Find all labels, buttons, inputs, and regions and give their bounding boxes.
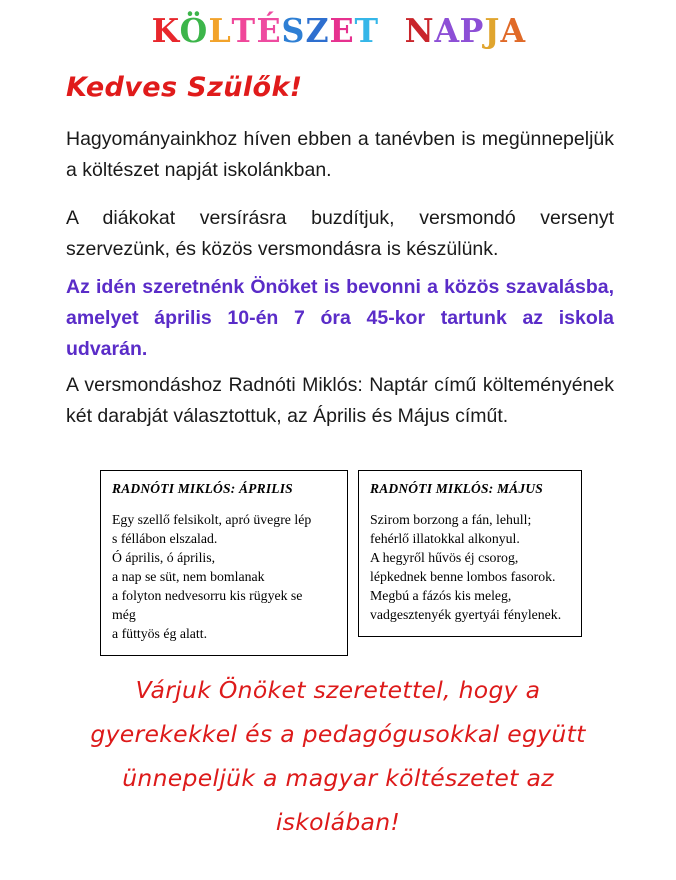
paragraph-poems	[66, 370, 614, 432]
poem-line: még	[112, 607, 136, 622]
page-title	[0, 11, 676, 50]
paragraph-poems-text: A versmondáshoz Radnóti Miklós: Naptár című költeményének két darabját választottuk, az Április és Május címűt.	[66, 374, 614, 427]
poem-line: a folyton nedvesorru kis rügyek se	[112, 588, 303, 603]
poem-line: vadgesztenyék gyertyái fénylenek.	[370, 607, 562, 622]
greeting-line: Kedves Szülők!	[66, 72, 303, 103]
paragraph-traditions-text: Hagyományainkhoz híven ebben a tanévben is megünnepeljük a költészet napját iskolánkban.	[66, 128, 614, 181]
title-letter-koltészet-1: Ö	[179, 11, 208, 50]
title-letter-koltészet-0: K	[151, 11, 179, 50]
title-letter-koltészet-5: S	[281, 11, 305, 50]
poem-line: Szirom borzong a fán, lehull;	[370, 512, 532, 527]
poem-body-majus	[370, 510, 570, 624]
poem-line: Ó április, ó április,	[112, 550, 216, 565]
title-letter-koltészet-2: L	[208, 11, 231, 50]
title-word-koltészet	[151, 11, 379, 50]
poem-title-majus: RADNÓTI MIKLÓS: MÁJUS	[370, 481, 543, 496]
title-word-napja	[404, 11, 526, 50]
title-letter-napja-2: P	[459, 11, 484, 50]
paragraph-invitation-text: Az idén szeretnénk Önöket is bevonni a közös szavalásba, amelyet április 10-én 7 óra 45-kor tartunk az iskola udvarán.	[66, 276, 614, 360]
title-letter-koltészet-8: T	[354, 11, 379, 50]
closing-line: ünnepeljük a magyar költészetet az	[122, 764, 554, 792]
paragraph-students-text: A diákokat versírásra buzdítjuk, versmondó versenyt szervezünk, és közös versmondásra is készülünk.	[66, 207, 614, 260]
poem-line: a füttyös ég alatt.	[112, 626, 208, 641]
poem-box-aprilis	[100, 470, 348, 656]
closing-line: Várjuk Önöket szeretettel, hogy a	[135, 676, 541, 704]
title-letter-koltészet-4: É	[256, 11, 281, 50]
poem-body-aprilis	[112, 510, 336, 643]
closing-line: iskolában!	[275, 808, 401, 836]
poem-line: s féllábon elszalad.	[112, 531, 218, 546]
poem-boxes-row	[100, 470, 582, 656]
paragraph-students	[66, 203, 614, 265]
poem-line: A hegyről hűvös éj csorog,	[370, 550, 519, 565]
title-letter-koltészet-7: E	[329, 11, 354, 50]
paragraph-traditions	[66, 124, 614, 186]
title-letter-napja-3: J	[484, 11, 500, 50]
closing-line: gyerekekkel és a pedagógusokkal együtt	[90, 720, 586, 748]
poem-line: Megbú a fázós kis meleg,	[370, 588, 512, 603]
closing-invitation	[0, 668, 676, 844]
poem-line: lépkednek benne lombos fasorok.	[370, 569, 556, 584]
title-letter-napja-0: N	[404, 11, 434, 50]
poem-title-aprilis: RADNÓTI MIKLÓS: ÁPRILIS	[112, 481, 293, 496]
title-letter-koltészet-6: Z	[305, 11, 329, 50]
poem-line: Egy szellő felsikolt, apró üvegre lép	[112, 512, 312, 527]
title-letter-koltészet-3: T	[231, 11, 256, 50]
title-letter-napja-1: A	[434, 11, 459, 50]
poem-box-majus	[358, 470, 582, 637]
poem-line: a nap se süt, nem bomlanak	[112, 569, 265, 584]
title-letter-napja-4: A	[500, 11, 525, 50]
paragraph-invitation	[66, 272, 614, 365]
poem-line: fehérlő illatokkal alkonyul.	[370, 531, 520, 546]
